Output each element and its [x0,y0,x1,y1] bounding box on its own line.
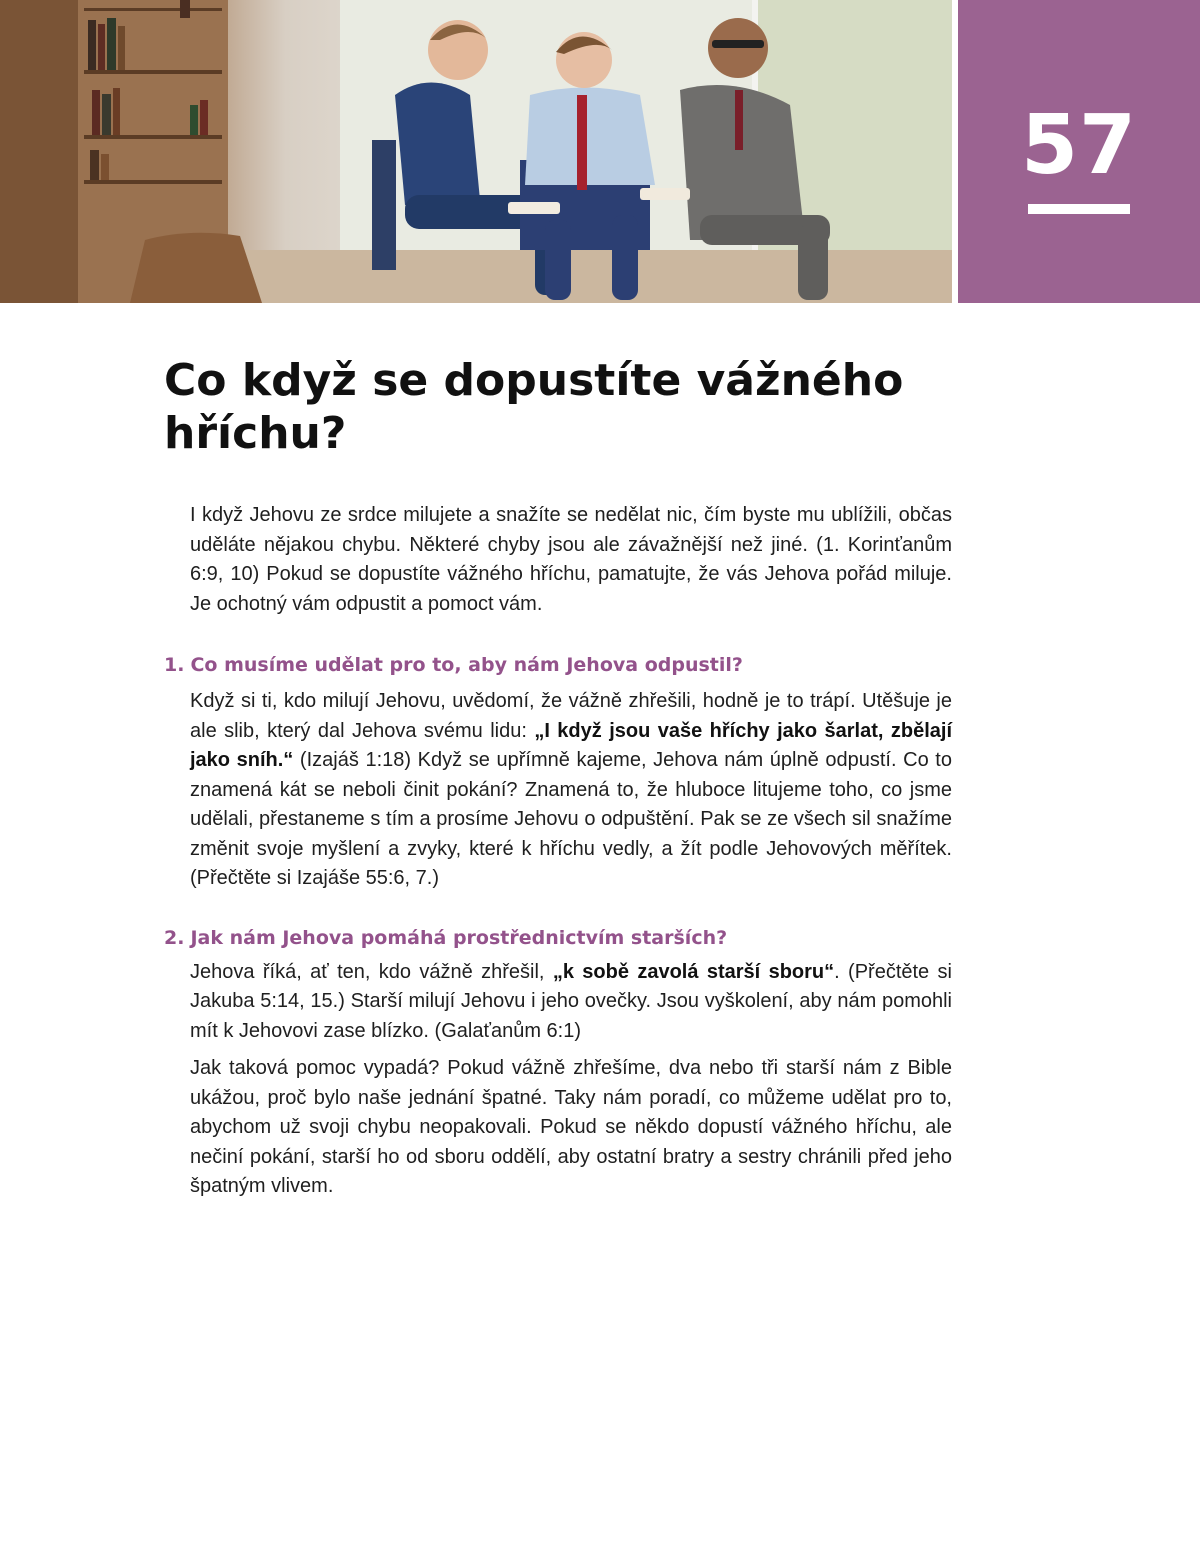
answer-2-paragraph-1 [190,958,952,1047]
question-2 [164,924,952,952]
question-1 [164,651,952,679]
photo-illustration [0,0,952,303]
answer-2-text-after: . (Přečtěte si Jakuba 5:14, 15.) Starší milují Jehovu i jeho ovečky. Jsou vyškolení, aby nám pomohli mít k Jehovovi zase blízko. (Galaťanům 6:1) [190,960,952,1042]
question-2-text: Jak nám Jehova pomáhá prostřednictvím starších? [190,926,728,949]
chapter-number-underline [1028,204,1130,214]
chapter-number-panel [958,0,1200,303]
answer-1-quote: „I když jsou vaše hříchy jako šarlat, zbělají jako sníh.“ [190,719,952,771]
page-title: Co když se dopustíte vážného hříchu? [164,355,904,459]
answer-1-text-after: (Izajáš 1:18) Když se upřímně kajeme, Jehova nám úplně odpustí. Co to znamená kát se neboli činit pokání? Znamená to, že hluboce litujeme toho, co jsme udělali, přestaneme s tím a prosíme Jehovu o odpuštění. Pak se ze všech sil snažíme změnit svoje myšlení a zvyky, které k hříchu vedly, a žít podle Jehovových měřítek. (Přečtěte si Izajáše 55:6, 7.) [190,749,952,889]
answer-2-paragraph-2: Jak taková pomoc vypadá? Pokud vážně zhřešíme, dva nebo tři starší nám z Bible ukážou, proč bylo naše jednání špatné. Taky nám poradí, co můžeme udělat pro to, abychom už svoji chybu neopakovali. Pokud se někdo dopustí vážného hříchu, ale nečiní pokání, starší ho od sboru oddělí, aby ostatní bratry a sestry chránili před jeho špatným vlivem. [190,1057,952,1197]
question-2-number: 2. [164,926,185,949]
answer-2-quote: „k sobě zavolá starší sboru“ [552,960,835,983]
question-1-number: 1. [164,654,185,676]
header-photo [0,0,952,303]
answer-1-paragraph [190,687,952,894]
answer-2-text-before: Jehova říká, ať ten, kdo vážně zhřešil, [190,960,553,983]
article-body [164,501,952,1202]
chapter-number: 57 [1020,98,1138,193]
answer-1-text-before: Když si ti, kdo milují Jehovu, uvědomí, že vážně zhřešili, hodně je to trápí. Utěšuje je ale slib, který dal Jehova svému lidu: [190,690,952,742]
question-1-text: Co musíme udělat pro to, aby nám Jehova odpustil? [190,654,743,676]
intro-paragraph: I když Jehovu ze srdce milujete a snažíte se nedělat nic, čím byste mu ublížili, občas uděláte nějakou chybu. Některé chyby jsou ale závažnější než jiné. (1. Korinťanům 6:9, 10) Pokud se dopustíte vážného hříchu, pamatujte, že vás Jehova pořád miluje. Je ochotný vám odpustit a pomoct vám. [190,504,952,615]
